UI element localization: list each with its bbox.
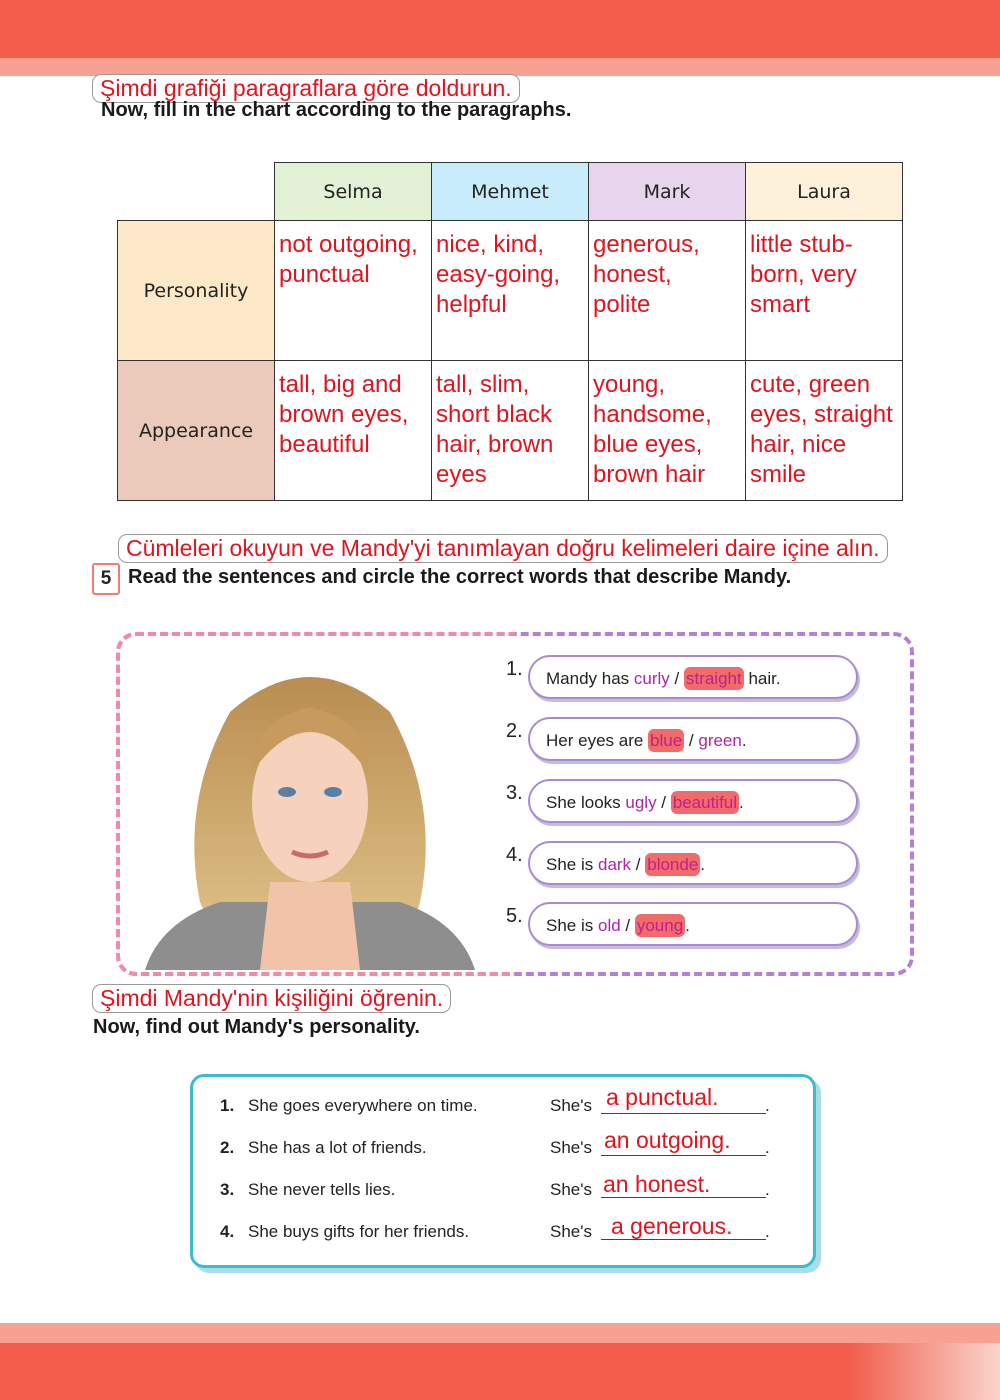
option-blue-circled[interactable]: blue (650, 731, 683, 750)
question-number: 5. (506, 905, 523, 927)
option-ugly[interactable]: ugly (625, 793, 657, 812)
question-pill-looks[interactable]: She looks ugly / beautiful . (528, 779, 858, 823)
column-header-selma: Selma (275, 163, 432, 221)
chart-cell[interactable]: nice, kind, easy-going, helpful (432, 221, 589, 361)
top-banner (0, 0, 1000, 58)
bottom-banner-stripe (0, 1323, 1000, 1343)
question-number: 3. (506, 782, 523, 804)
answer-blank[interactable] (601, 1154, 766, 1156)
item-text: She has a lot of friends. (248, 1138, 427, 1157)
item-text: She buys gifts for her friends. (248, 1222, 470, 1241)
turkish-instruction-personality: Şimdi Mandy'nin kişiliğini öğrenin. (92, 984, 451, 1013)
chart-cell[interactable]: not outgoing, punctual (275, 221, 432, 361)
handwritten-answer: an honest. (603, 1171, 711, 1197)
option-straight-circled[interactable]: straight (685, 669, 742, 688)
option-curly[interactable]: curly (633, 669, 670, 688)
english-instruction-chart: Now, fill in the chart according to the paragraphs. (101, 99, 572, 121)
option-blonde-circled[interactable]: blonde (647, 855, 699, 874)
exercise-number-badge: 5 (92, 563, 120, 595)
item-period: . (765, 1096, 770, 1115)
item-number: 1. (220, 1096, 235, 1115)
item-number: 3. (220, 1180, 235, 1199)
item-prefix: She's (550, 1180, 592, 1199)
chart-cell[interactable]: cute, green eyes, straight hair, nice smile (746, 361, 903, 501)
item-text: She never tells lies. (248, 1180, 396, 1199)
item-number: 2. (220, 1138, 235, 1157)
option-young-circled[interactable]: young (636, 916, 684, 935)
option-beautiful-circled[interactable]: beautiful (672, 793, 738, 812)
english-instruction-personality: Now, find out Mandy's personality. (93, 1016, 420, 1038)
option-dark[interactable]: dark (597, 855, 632, 874)
item-number: 4. (220, 1222, 235, 1241)
option-old[interactable]: old (597, 916, 621, 935)
bottom-banner (0, 1343, 1000, 1400)
question-number: 4. (506, 844, 523, 866)
handwritten-answer: a generous. (611, 1213, 733, 1239)
portrait-photo-icon (140, 652, 475, 970)
item-period: . (765, 1222, 770, 1241)
row-header-personality: Personality (118, 221, 275, 361)
turkish-instruction-circle: Cümleleri okuyun ve Mandy'yi tanımlayan doğru kelimeleri daire içine alın. (118, 534, 888, 563)
item-prefix: She's (550, 1138, 592, 1157)
item-prefix: She's (550, 1096, 592, 1115)
question-number: 2. (506, 720, 523, 742)
chart-cell[interactable]: generous, honest, polite (589, 221, 746, 361)
item-period: . (765, 1180, 770, 1199)
question-pill-age[interactable]: She is old / young . (528, 902, 858, 946)
chart-cell[interactable]: little stub- born, very smart (746, 221, 903, 361)
item-prefix: She's (550, 1222, 592, 1241)
column-header-mehmet: Mehmet (432, 163, 589, 221)
handwritten-answer: a punctual. (606, 1084, 719, 1110)
option-green[interactable]: green (698, 731, 742, 750)
chart-cell[interactable]: young, handsome, blue eyes, brown hair (589, 361, 746, 501)
answer-blank[interactable] (601, 1112, 766, 1114)
chart-cell[interactable]: tall, big and brown eyes, beautiful (275, 361, 432, 501)
item-text: She goes everywhere on time. (248, 1096, 478, 1115)
row-header-appearance: Appearance (118, 361, 275, 501)
chart-cell[interactable]: tall, slim, short black hair, brown eyes (432, 361, 589, 501)
question-number: 1. (506, 658, 523, 680)
question-pill-hair-color[interactable]: She is dark / blonde . (528, 841, 858, 885)
turkish-instruction-chart: Şimdi grafiği paragraflara göre doldurun. (92, 74, 520, 103)
column-header-mark: Mark (589, 163, 746, 221)
column-header-laura: Laura (746, 163, 903, 221)
question-pill-hair[interactable]: Mandy has curly / straight hair. (528, 655, 858, 699)
item-period: . (765, 1138, 770, 1157)
english-instruction-circle: Read the sentences and circle the correct words that describe Mandy. (128, 566, 792, 588)
handwritten-answer: an outgoing. (604, 1127, 731, 1153)
question-pill-eyes[interactable]: Her eyes are blue / green. (528, 717, 858, 761)
personality-appearance-chart (117, 162, 903, 501)
